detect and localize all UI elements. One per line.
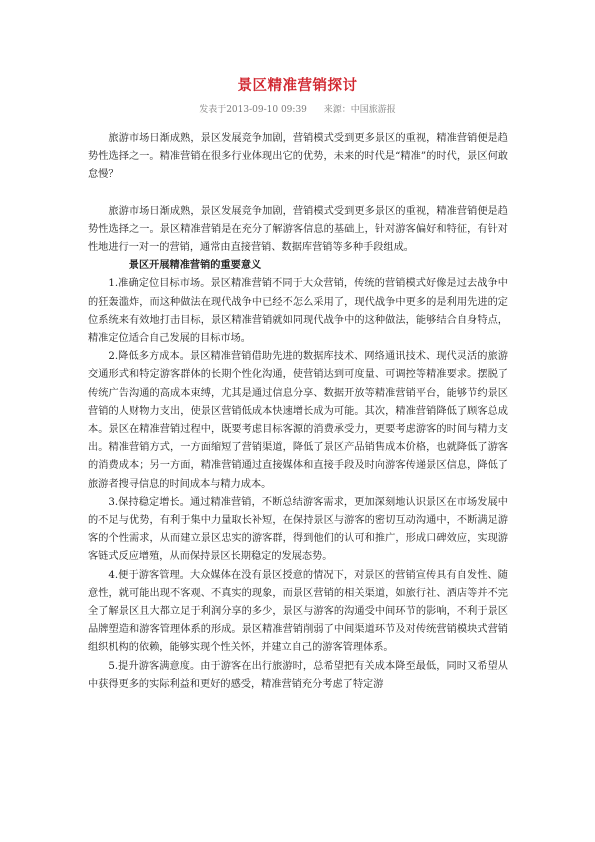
body-paragraph: 旅游市场日渐成熟，景区发展竞争加剧，营销模式受到更多景区的重视，精准营销便是趋势性选择之一。景区精准营销是在充分了解游客信息的基础上，针对游客偏好和特征，有针对性地进行一对一的营销，通常由直接营销、数据库营销等多种手段组成。 — [88, 205, 508, 254]
point-3: 3.保持稳定增长。通过精准营销，不断总结游客需求，更加深刻地认识景区在市场发展中的不足与优势，有利于集中力量取长补短，在保持景区与游客的密切互动沟通中，不断满足游客的个性需求，从而建立景区忠实的游客群，得到他们的认可和推广，形成口碑效应，实现游客链式反应增殖，从而保持景区长期稳定的发展态势。 — [88, 496, 508, 563]
section-heading: 景区开展精准营销的重要意义 — [128, 260, 262, 272]
paragraph-spacer — [88, 185, 508, 203]
point-5: 5.提升游客满意度。由于游客在出行旅游时，总希望把有关成本降至最低，同时又希望从中获得更多的实际利益和更好的感受，精准营销充分考虑了特定游 — [88, 660, 508, 690]
article-body — [88, 130, 508, 694]
article-source: 来源：中国旅游报 — [323, 105, 396, 115]
point-2: 2.降低多方成本。景区精准营销借助先进的数据库技术、网络通讯技术、现代灵活的旅游交通形式和特定游客群体的长期个性化沟通，使营销达到可度量、可调控等精准要求。摆脱了传统广告沟通的高成本束缚，尤其是通过信息分享、数据开放等精准营销平台，能够节约景区营销的人财物力支出，使景区营销低成本快速增长成为可能。其次，精准营销降低了顾客总成本。景区在精准营销过程中，既要考虑目标客源的消费承受力，更要考虑游客的时间与精力支出。精准营销方式，一方面缩短了营销渠道，降低了景区产品销售成本价格，也就降低了游客的消费成本；另一方面，精准营销通过直接媒体和直接手段及时向游客传递景区信息，降低了旅游者搜寻信息的时间成本与精力成本。 — [88, 351, 508, 490]
intro-paragraph: 旅游市场日渐成熟，景区发展竞争加剧，营销模式受到更多景区的重视，精准营销便是趋势性选择之一。精准营销在很多行业体现出它的优势，未来的时代是“精准”的时代，景区何敢怠慢？ — [88, 133, 508, 181]
publish-date: 发表于2013-09-10 09:39 — [199, 105, 307, 115]
point-1: 1.准确定位目标市场。景区精准营销不同于大众营销，传统的营销模式好像是过去战争中的狂轰滥炸，而这种做法在现代战争中已经不怎么采用了，现代战争中更多的是利用先进的定位系统来有效地打击目标，景区精准营销就如同现代战争中的这种做法，能够结合自身特点，精准定位适合自己发展的目标市场。 — [88, 278, 508, 345]
article-title: 景区精准营销探讨 — [237, 78, 358, 94]
article-meta — [0, 104, 595, 116]
point-4: 4.便于游客管理。大众媒体在没有景区授意的情况下，对景区的营销宣传具有自发性、随意性，就可能出现不客观、不真实的现象，而景区营销的相关渠道，如旅行社、酒店等并不完全了解景区且大都立足于利润分享的多少，景区与游客的沟通受中间环节的影响，不利于景区品牌塑造和游客管理体系的形成。景区精准营销削弱了中间渠道环节及对传统营销模块式营销组织机构的依赖，能够实现个性关怀，并建立自己的游客管理体系。 — [88, 569, 508, 654]
